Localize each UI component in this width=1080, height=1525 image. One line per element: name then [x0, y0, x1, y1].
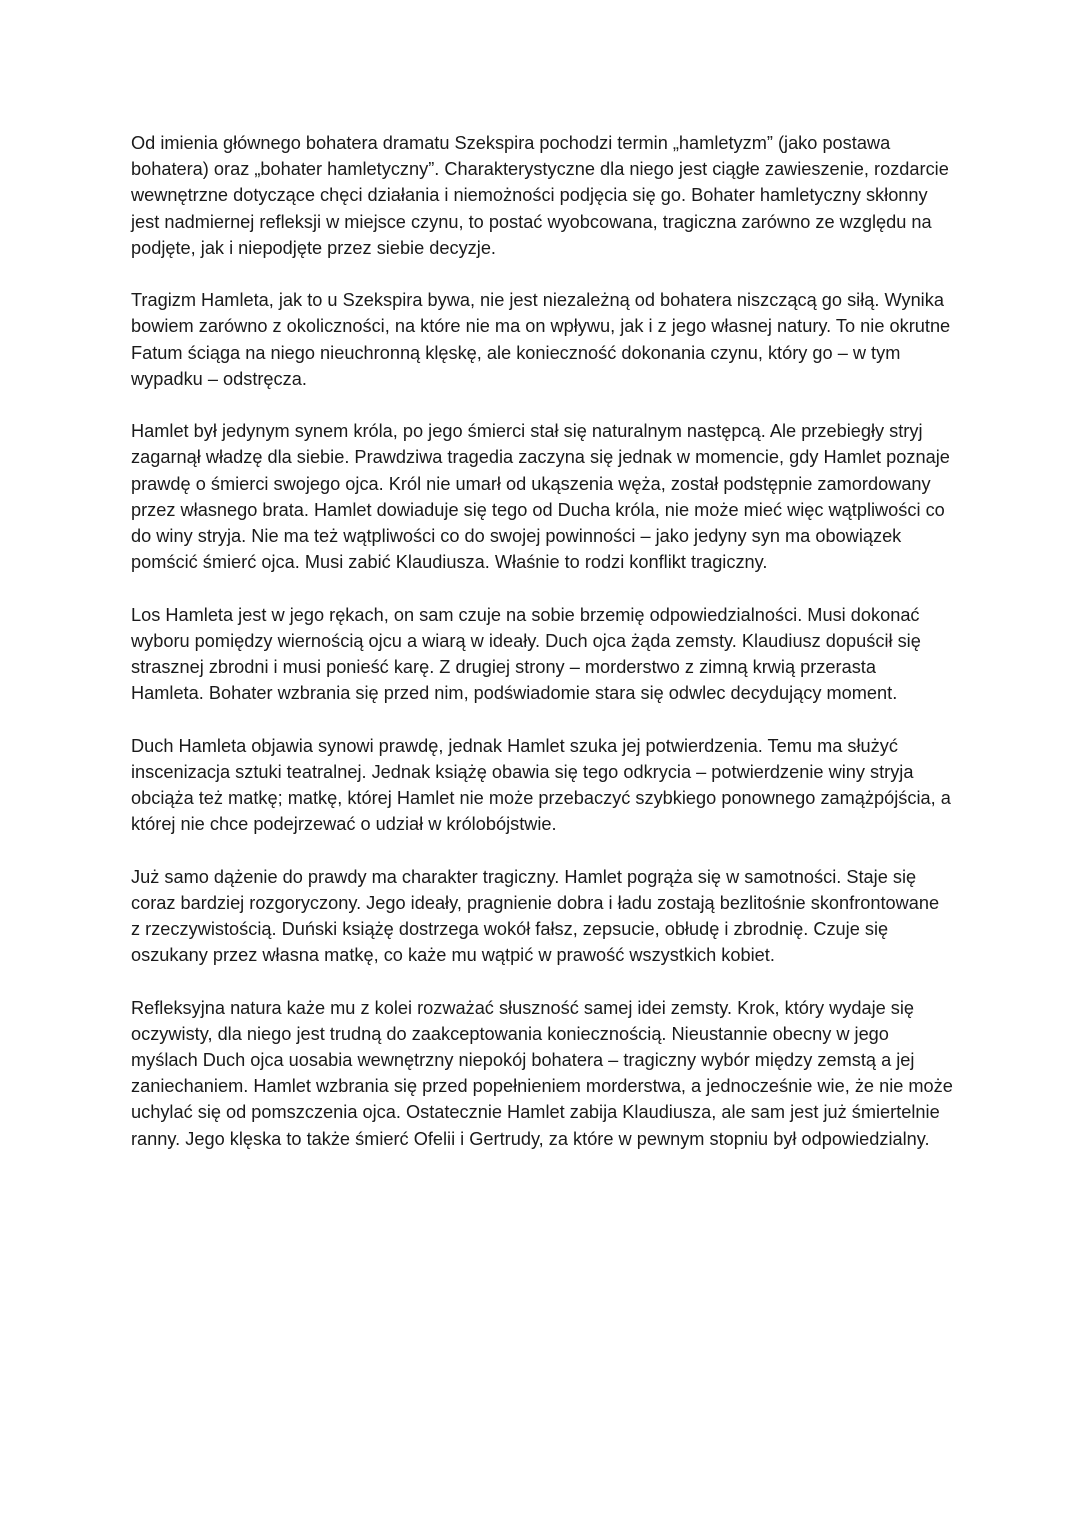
document-body [131, 130, 953, 1178]
paragraph-1: Od imienia głównego bohatera dramatu Szekspira pochodzi termin „hamletyzm” (jako postawa bohatera) oraz „bohater hamletyczny”. Charakterystyczne dla niego jest ciągłe zawieszenie, rozdarcie wewnętrzne dotyczące chęci działania i niemożności podjęcia się go. Bohater hamletyczny skłonny jest nadmiernej refleksji w miejsce czynu, to postać wyobcowana, tragiczna zarówno ze względu na podjęte, jak i niepodjęte przez siebie decyzje. [131, 133, 949, 258]
paragraph-7: Refleksyjna natura każe mu z kolei rozważać słuszność samej idei zemsty. Krok, który wydaje się oczywisty, dla niego jest trudną do zaakceptowania koniecznością. Nieustannie obecny w jego myślach Duch ojca uosabia wewnętrzny niepokój bohatera – tragiczny wybór między zemstą a jej zaniechaniem. Hamlet wzbrania się przed popełnieniem morderstwa, a jednocześnie wie, że nie może uchylać się od pomszczenia ojca. Ostatecznie Hamlet zabija Klaudiusza, ale sam jest już śmiertelnie ranny. Jego klęska to także śmierć Ofelii i Gertrudy, za które w pewnym stopniu był odpowiedzialny. [131, 997, 953, 1149]
paragraph-6: Już samo dążenie do prawdy ma charakter tragiczny. Hamlet pogrąża się w samotności. Staje się coraz bardziej rozgoryczony. Jego ideały, pragnienie dobra i ładu zostają bezlitośnie skonfrontowane z rzeczywistością. Duński książę dostrzega wokół fałsz, zepsucie, obłudę i zbrodnię. Czuje się oszukany przez własna matkę, co każe mu wątpić w prawość wszystkich kobiet. [131, 866, 940, 966]
paragraph-3: Hamlet był jedynym synem króla, po jego śmierci stał się naturalnym następcą. Ale przebiegły stryj zagarnął władzę dla siebie. Prawdziwa tragedia zaczyna się jednak w momencie, gdy Hamlet poznaje prawdę o śmierci swojego ojca. Król nie umarł od ukąszenia węża, został podstępnie zamordowany przez własnego brata. Hamlet dowiaduje się tego od Ducha króla, nie może mieć więc wątpliwości co do winy stryja. Nie ma też wątpliwości co do swojej powinności – jako jedyny syn ma obowiązek pomścić śmierć ojca. Musi zabić Klaudiusza. Właśnie to rodzi konflikt tragiczny. [131, 421, 950, 573]
paragraph-5: Duch Hamleta objawia synowi prawdę, jednak Hamlet szuka jej potwierdzenia. Temu ma służyć inscenizacja sztuki teatralnej. Jednak książę obawia się tego odkrycia – potwierdzenie winy stryja obciąża też matkę; matkę, której Hamlet nie może przebaczyć szybkiego ponownego zamążpójścia, a której nie chce podejrzewać o udział w królobójstwie. [131, 735, 951, 835]
paragraph-4: Los Hamleta jest w jego rękach, on sam czuje na sobie brzemię odpowiedzialności. Musi dokonać wyboru pomiędzy wiernością ojcu a wiarą w ideały. Duch ojca żąda zemsty. Klaudiusz dopuścił się strasznej zbrodni i musi ponieść karę. Z drugiej strony – morderstwo z zimną krwią przerasta Hamleta. Bohater wzbrania się przed nim, podświadomie stara się odwlec decydujący moment. [131, 604, 921, 704]
paragraph-2: Tragizm Hamleta, jak to u Szekspira bywa, nie jest niezależną od bohatera niszczącą go siłą. Wynika bowiem zarówno z okoliczności, na które nie ma on wpływu, jak i z jego własnej natury. To nie okrutne Fatum ściąga na niego nieuchronną klęskę, ale konieczność dokonania czynu, który go – w tym wypadku – odstręcza. [131, 290, 951, 389]
